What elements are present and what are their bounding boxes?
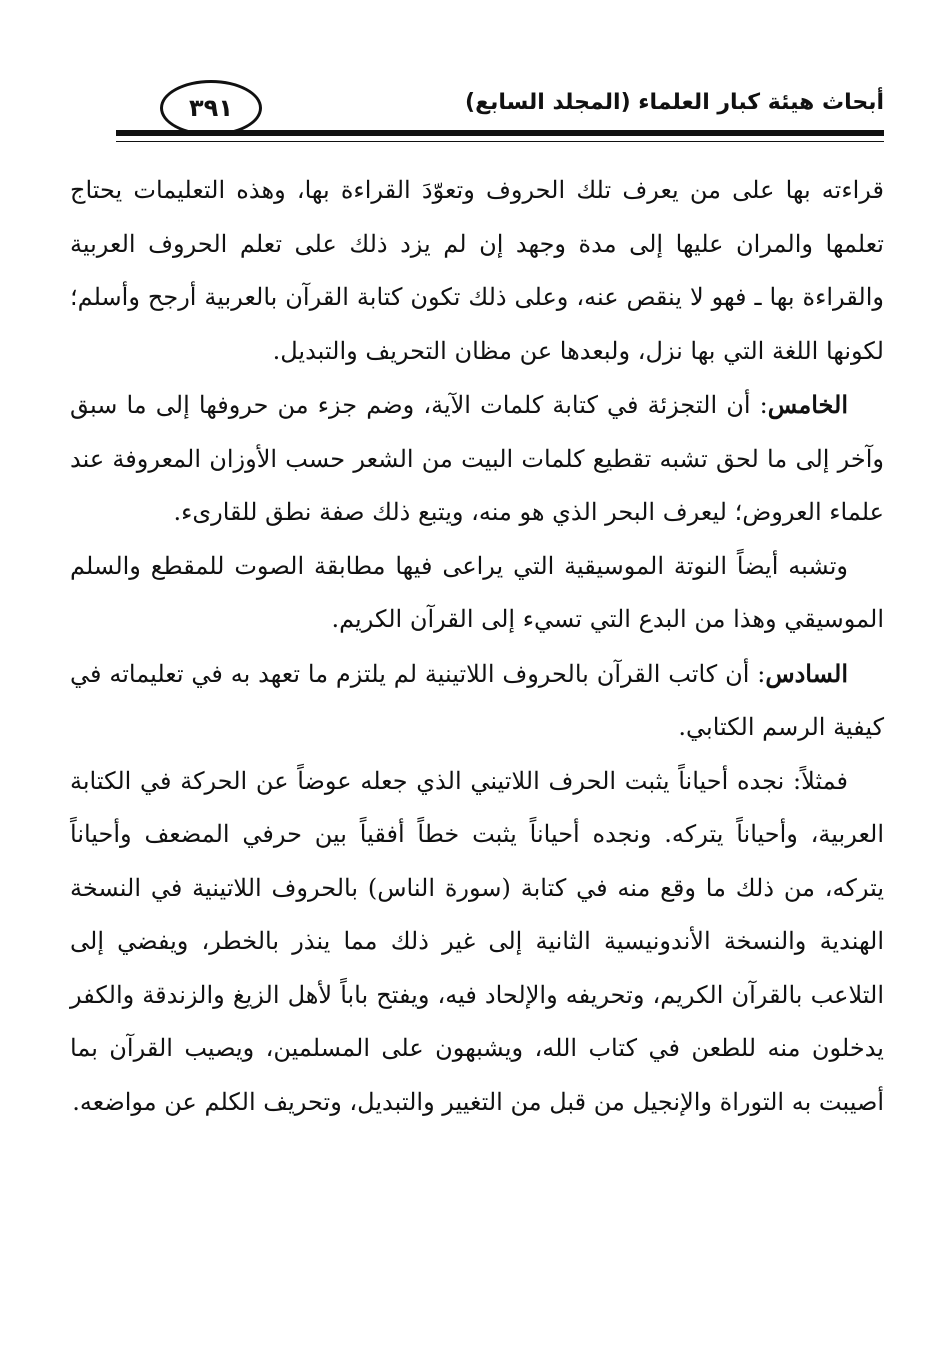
paragraph-4-lead: السادس: [765, 658, 848, 688]
paragraph-3: [70, 540, 884, 647]
page-number: ٣٩١: [160, 80, 262, 136]
paragraph-5: [70, 755, 884, 1130]
paragraph-4: [70, 647, 884, 755]
body-text: [70, 164, 884, 1129]
page-header: [0, 0, 942, 150]
paragraph-3-text: وتشبه أيضاً النوتة الموسيقية التي يراعى فيها مطابقة الصوت للمقطع والسلم الموسيقي وهذا من البدع التي تسيء إلى القرآن الكريم.: [70, 551, 884, 633]
paragraph-2-text: : أن التجزئة في كتابة كلمات الآية، وضم جزء من حروفها إلى ما سبق وآخر إلى ما لحق تشبه تقطيع كلمات البيت من الشعر حسب الأوزان المعروفة عند علماء العروض؛ ليعرف البحر الذي هو منه، ويتبع ذلك صفة نطق للقارىء.: [70, 391, 884, 526]
header-rule-thin: [116, 141, 884, 142]
header-rule-thick: [116, 130, 884, 136]
paragraph-2-lead: الخامس: [767, 390, 849, 419]
paragraph-2: [70, 378, 884, 540]
paragraph-1-text: قراءته بها على من يعرف تلك الحروف وتعوّدَ القراءة بها، وهذه التعليمات يحتاج تعلمها والمران عليها إلى مدة وجهد إن لم يزد ذلك على تعلم الحروف العربية والقراءة بها ـ فهو لا ينقص عنه، وعلى ذلك تكون كتابة القرآن بالعربية أرجح وأسلم؛ لكونها اللغة التي بها نزل، ولبعدها عن مظان التحريف والتبديل.: [70, 176, 884, 365]
running-title: أبحاث هيئة كبار العلماء (المجلد السابع): [465, 90, 884, 115]
paragraph-4-text: : أن كاتب القرآن بالحروف اللاتينية لم يلتزم ما تعهد به في تعليماته في كيفية الرسم الكتابي.: [70, 659, 884, 741]
paragraph-5-text: فمثلاً: نجده أحياناً يثبت الحرف اللاتيني الذي جعله عوضاً عن الحركة في الكتابة العربية، وأحياناً يتركه. ونجده أحياناً يثبت خطاً أفقياً بين حرفي المضعف وأحياناً يتركه، من ذلك ما وقع منه في كتابة (سورة الناس) بالحروف اللاتينية في النسخة الهندية والنسخة الأندونيسية الثانية إلى غير ذلك مما ينذر بالخطر، ويفضي إلى التلاعب بالقرآن الكريم، وتحريفه والإلحاد فيه، ويفتح باباً لأهل الزيغ والزندقة والكفر يدخلون منه للطعن في كتاب الله، ويشبهون على المسلمين، ويصيب القرآن بما أصيبت به التوراة والإنجيل من قبل من التغيير والتبديل، وتحريف الكلم عن مواضعه.: [70, 766, 885, 1116]
paragraph-1: [70, 164, 884, 378]
